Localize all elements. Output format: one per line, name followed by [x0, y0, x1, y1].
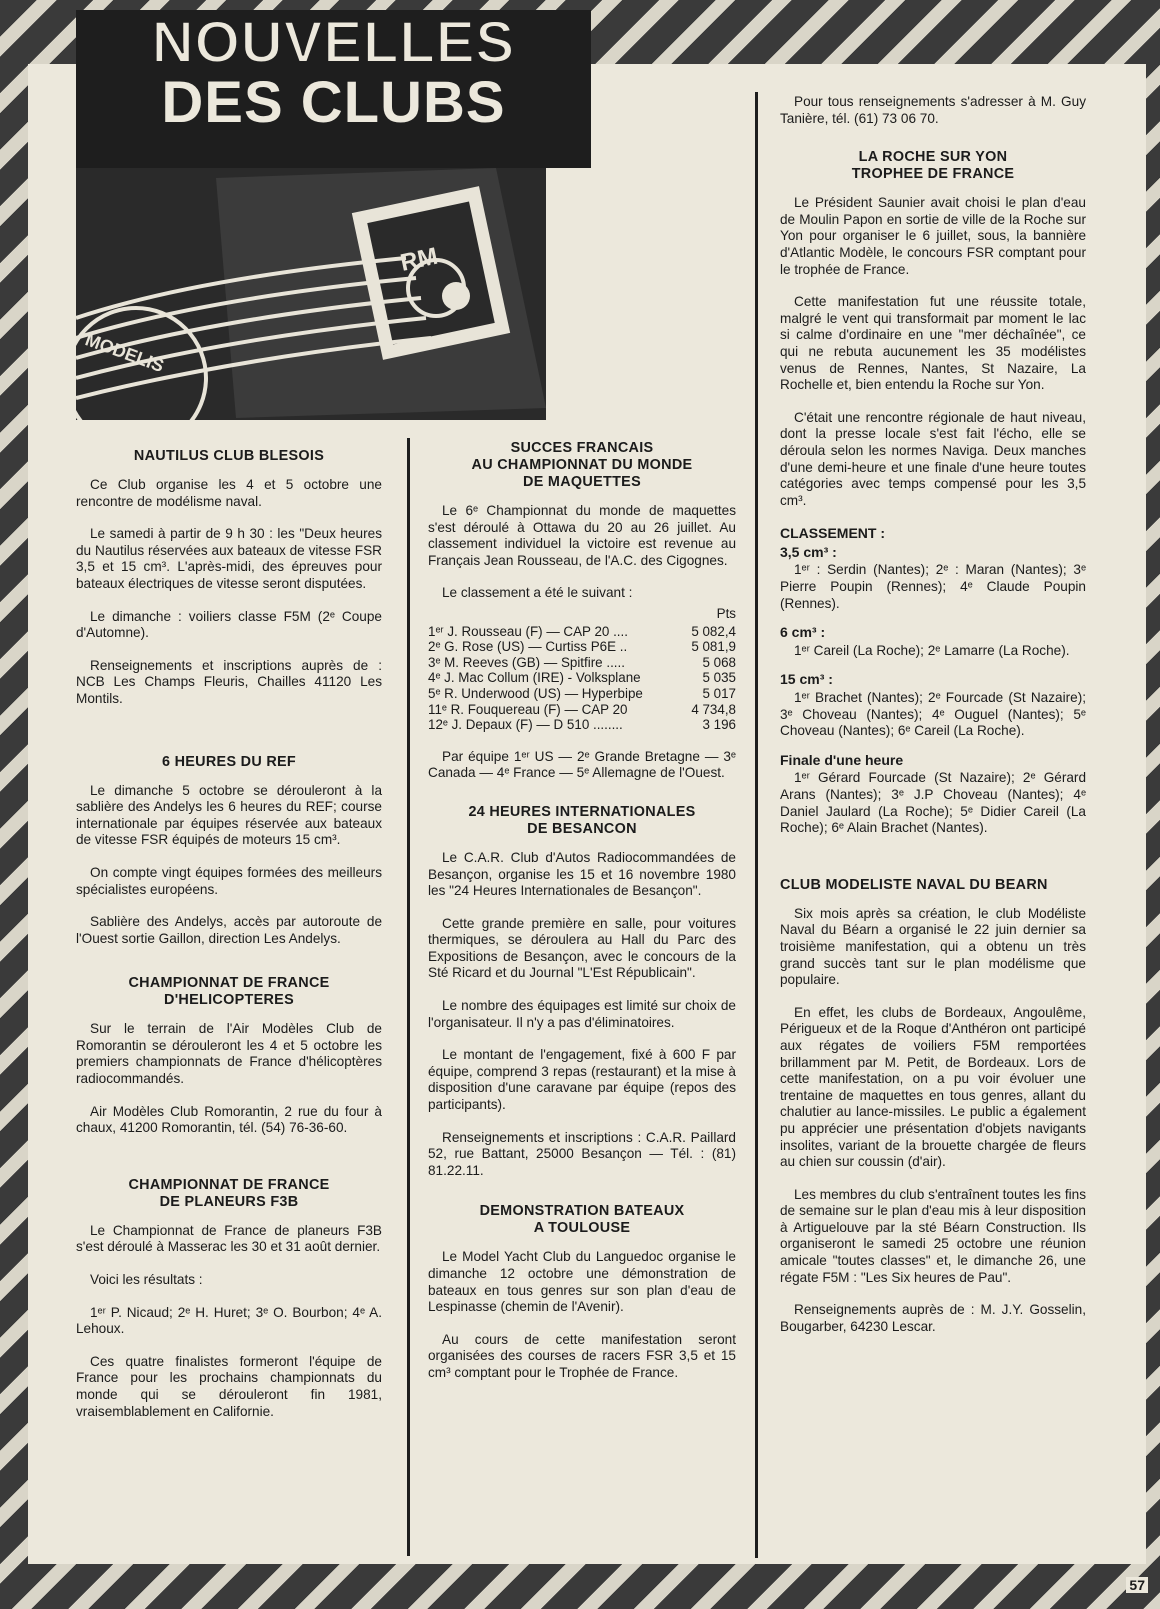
maquettes-ranking [428, 606, 736, 733]
ref-title: 6 HEURES DU REF [161, 753, 297, 770]
ranking-pts: 4 734,8 [691, 701, 736, 717]
maquettes-title-2: AU CHAMPIONNAT DU MONDE [471, 457, 693, 473]
classement-heading: CLASSEMENT : [780, 525, 885, 542]
column-2 [428, 440, 736, 1398]
planeurs-p4: Ces quatre finalistes formeront l'équipe de France pour les prochains championnats du monde qui se dérouleront fin 1981, vraisemblablement en Californie. [76, 1353, 382, 1419]
bearn-p1: Six mois après sa création, le club Modéliste Naval du Béarn a organisé le 22 juin dernier sa troisième manifestation, qui a obtenu un très grand succès tant sur le plan modélisme que populaire. [780, 905, 1086, 988]
ranking-name: 2ᵉ G. Rose (US) — Curtiss P6E .. [428, 639, 628, 655]
ranking-name: 11ᵉ R. Fouquereau (F) — CAP 20 [428, 701, 628, 717]
envelope-illustration [76, 168, 591, 420]
maquettes-title-3: DE MAQUETTES [523, 474, 641, 490]
c35-results: 1ᵉʳ : Serdin (Nantes); 2ᵉ : Maran (Nantes); 3ᵉ Pierre Poupin (Rennes); 4ᵉ Claude Poupin (Rennes). [780, 562, 1086, 611]
roche-title-1: LA ROCHE SUR YON [858, 149, 1008, 166]
roche-title-2: TROPHEE DE FRANCE [851, 166, 1015, 183]
toulouse-title [428, 1203, 736, 1237]
pts-label: Pts [716, 605, 736, 621]
c6-results: 1ᵉʳ Careil (La Roche); 2ᵉ Lamarre (La Roche). [794, 642, 1070, 658]
nautilus-p3: Le dimanche : voiliers classe F5M (2ᵉ Coupe d'Automne). [76, 608, 382, 641]
ranking-row [428, 686, 736, 702]
helico-p2: Air Modèles Club Romorantin, 2 rue du four à chaux, 41200 Romorantin, tél. (54) 76-36-60. [76, 1103, 382, 1136]
nautilus-p2: Le samedi à partir de 9 h 30 : les "Deux heures du Nautilus réservées aux bateaux de vitesse FSR 3,5 et 15 cm³. L'après-midi, des épreuves pour bateaux électriques de vitesse seront disputées. [76, 526, 382, 591]
toulouse-title-1: DEMONSTRATION BATEAUX [479, 1203, 685, 1220]
nautilus-p4: Renseignements et inscriptions auprès de : NCB Les Champs Fleuris, Chailles 41120 Les Montils. [76, 657, 382, 706]
column-3 [780, 94, 1086, 1351]
bearn-p3: Les membres du club s'entraînent toutes les fins de semaine sur le plan d'eau mis à leur disposition à Artiguelouve par la sté Béarn Construction. Ils organiseront le samedi 25 octobre une réunion amicale "toutes classes" et, le dimanche 26, une régate F5M : "Les Six heures de Pau". [780, 1186, 1086, 1285]
besancon-p2: Cette grande première en salle, pour voitures thermiques, se déroulera au Hall du Parc des Expositions de Besançon, avec le concours de la Sté Ricard et du Journal "L'Est Républicain". [428, 915, 736, 981]
nautilus-p1: Ce Club organise les 4 et 5 octobre une rencontre de modélisme naval. [76, 477, 382, 509]
bearn-p2: En effet, les clubs de Bordeaux, Angoulême, Périgueux et de la Roque d'Anthéron ont participé aux régates de voiliers F5M remportées brillamment par M. Petit, de Bordeaux. Lors de cette manifestation, on a pu voir évoluer une trentaine de maquettes en tous genres, allant du chalutier au lance-missiles. Le public a également pu apprécier une présentation d'objets navigants insolites, variant de la brouette chargée de fleurs au chien sur coussin (d'air). [780, 1004, 1086, 1170]
helico-p1: Sur le terrain de l'Air Modèles Club de Romorantin se dérouleront les 4 et 5 octobre les premiers championnats de France d'hélicoptères radiocommandés. [76, 1021, 382, 1087]
header-logo [76, 10, 591, 420]
column-rule-1 [407, 438, 410, 1556]
ref-p1: Le dimanche 5 octobre se dérouleront à la sablière des Andelys les 6 heures du REF; course internationale par équipes réservée aux bateaux de vitesse FSR équipés de moteurs 15 cm³. [76, 782, 382, 848]
ranking-pts: 5 081,9 [691, 639, 736, 655]
maquettes-title-1: SUCCES FRANCAIS [510, 440, 654, 456]
roche-p2: Cette manifestation fut une réussite totale, malgré le vent qui transformait par moment le lac si calme d'ordinaire en une "mer déchaînée", ce qui ne rebuta aucunement les 35 modélistes venus de Rennes, Nantes, St Nazaire, La Rochelle et, bien entendu la Roche sur Yon. [780, 294, 1086, 393]
nautilus-title: NAUTILUS CLUB BLESOIS [133, 448, 325, 464]
postmark-text: MODELIS [82, 329, 167, 377]
ranking-row [428, 624, 736, 640]
ranking-pts: 5 068 [702, 654, 736, 670]
planeurs-title [76, 1177, 382, 1211]
ranking-pts: 5 082,4 [691, 623, 736, 639]
ranking-pts: 5 017 [702, 685, 736, 701]
planeurs-p2: Voici les résultats : [90, 1272, 203, 1288]
ranking-name: 4ᵉ J. Mac Collum (IRE) - Volksplane [428, 670, 641, 686]
column-rule-2 [755, 92, 758, 1558]
maquettes-p3: Par équipe 1ᵉʳ US — 2ᵉ Grande Bretagne — 3ᵉ Canada — 4ᵉ France — 5ᵉ Allemagne de l'Ouest. [428, 748, 736, 781]
intro-contact: Pour tous renseignements s'adresser à M. Guy Tanière, tél. (61) 73 06 70. [780, 94, 1086, 126]
ranking-row [428, 702, 736, 718]
c15-results: 1ᵉʳ Brachet (Nantes); 2ᵉ Fourcade (St Nazaire); 3ᵉ Choveau (Nantes); 4ᵉ Ouguel (Nantes); 5ᵉ Choveau (Nantes); 6ᵉ Careil (La Roche). [780, 690, 1086, 739]
besancon-p5: Renseignements et inscriptions : C.A.R. Paillard 52, rue Battant, 25000 Besançon — Tél. : (81) 81.22.11. [428, 1129, 736, 1178]
roche-p3: C'était une rencontre régionale de haut niveau, dont la presse locale s'est fait l'écho, elle se déroula selon les normes Naviga. Deux manches d'une demi-heure et une finale d'une heure toutes catégories avec temps compensé pour les 3,5 cm³. [780, 409, 1086, 508]
title-line-1: NOUVELLES [151, 10, 516, 75]
besancon-p1: Le C.A.R. Club d'Autos Radiocommandées de Besançon, organise les 15 et 16 novembre 1980 les "24 Heures Internationales de Besançon". [428, 849, 736, 899]
helico-title-2: D'HELICOPTERES [164, 992, 294, 1009]
ranking-row [428, 639, 736, 655]
toulouse-p1: Le Model Yacht Club du Languedoc organise le dimanche 12 octobre une démonstration de bateaux en tous genres sur son plan d'eau de Lespinasse (chemin de l'Avenir). [428, 1249, 736, 1315]
column-1 [76, 448, 382, 1436]
title-line-2: DES CLUBS [161, 70, 506, 135]
ranking-row [428, 655, 736, 671]
page-title [76, 10, 591, 135]
maquettes-p2: Le classement a été le suivant : [442, 585, 633, 601]
besancon-p4: Le montant de l'engagement, fixé à 600 F par équipe, comprend 3 repas (restaurant) et la mise à disposition d'une caravane par équipe (repos des participants). [428, 1047, 736, 1113]
besancon-title [428, 804, 736, 838]
bearn-p4: Renseignements auprès de : M. J.Y. Gosselin, Bougarber, 64230 Lescar. [780, 1302, 1086, 1334]
ranking-name: 3ᵉ M. Reeves (GB) — Spitfire ..... [428, 654, 625, 670]
besancon-title-2: DE BESANCON [527, 820, 637, 837]
ranking-name: 5ᵉ R. Underwood (US) — Hyperbipe [428, 685, 643, 701]
c6-heading: 6 cm³ : [780, 624, 826, 641]
ranking-pts: 3 196 [702, 717, 736, 733]
besancon-title-1: 24 HEURES INTERNATIONALES [468, 803, 696, 820]
finale-results: 1ᵉʳ Gérard Fourcade (St Nazaire); 2ᵉ Gérard Arans (Nantes); 3ᵉ J.P Choveau (Nantes); 4ᵉ Daniel Jaulard (La Roche); 5ᵉ Didier Careil (La Roche); 6ᵉ Alain Brachet (Nantes). [780, 770, 1086, 836]
roche-title [780, 149, 1086, 183]
helico-title [76, 975, 382, 1009]
page-number: 57 [1126, 1577, 1148, 1593]
planeurs-title-1: CHAMPIONNAT DE FRANCE [128, 1176, 330, 1193]
bearn-title: CLUB MODELISTE NAVAL DU BEARN [780, 876, 1048, 893]
toulouse-title-2: A TOULOUSE [533, 1220, 631, 1237]
c15-heading: 15 cm³ : [780, 671, 833, 688]
stamp-text: RM [398, 242, 441, 277]
ranking-name: 1ᵉʳ J. Rousseau (F) — CAP 20 .... [428, 623, 628, 639]
ranking-row [428, 670, 736, 686]
c35-heading: 3,5 cm³ : [780, 543, 837, 560]
planeurs-p3: 1ᵉʳ P. Nicaud; 2ᵉ H. Huret; 3ᵉ O. Bourbon; 4ᵉ A. Lehoux. [76, 1304, 382, 1337]
roche-p1: Le Président Saunier avait choisi le plan d'eau de Moulin Papon en sortie de ville de la Roche sur Yon pour organiser le 6 juillet, sous, la bannière d'Atlantic Modèle, le concours FSR comptant pour le trophée de France. [780, 195, 1086, 277]
ranking-pts: 5 035 [702, 670, 736, 686]
helico-title-1: CHAMPIONNAT DE FRANCE [128, 975, 330, 992]
planeurs-p1: Le Championnat de France de planeurs F3B s'est déroulé à Masserac les 30 et 31 août dernier. [76, 1222, 382, 1255]
ref-p2: On compte vingt équipes formées des meilleurs spécialistes européens. [76, 864, 382, 897]
finale-heading: Finale d'une heure [780, 751, 904, 768]
maquettes-p1: Le 6ᵉ Championnat du monde de maquettes s'est déroulé à Ottawa du 20 au 26 juillet. Au classement individuel la victoire est revenue au Français Jean Rousseau, de l'A.C. des Cigognes. [428, 503, 736, 568]
toulouse-p2: Au cours de cette manifestation seront organisées des courses de racers FSR 3,5 et 15 cm³ comptant pour le Trophée de France. [428, 1331, 736, 1380]
ref-p3: Sablière des Andelys, accès par autoroute de l'Ouest sortie Gaillon, direction Les Andelys. [76, 914, 382, 946]
planeurs-title-2: DE PLANEURS F3B [159, 1193, 299, 1210]
besancon-p3: Le nombre des équipages est limité sur choix de l'organisateur. Il n'y a pas d'éliminatoires. [428, 998, 736, 1030]
ranking-name: 12ᵉ J. Depaux (F) — D 510 ........ [428, 717, 623, 733]
ranking-row [428, 717, 736, 733]
maquettes-title [428, 440, 736, 491]
